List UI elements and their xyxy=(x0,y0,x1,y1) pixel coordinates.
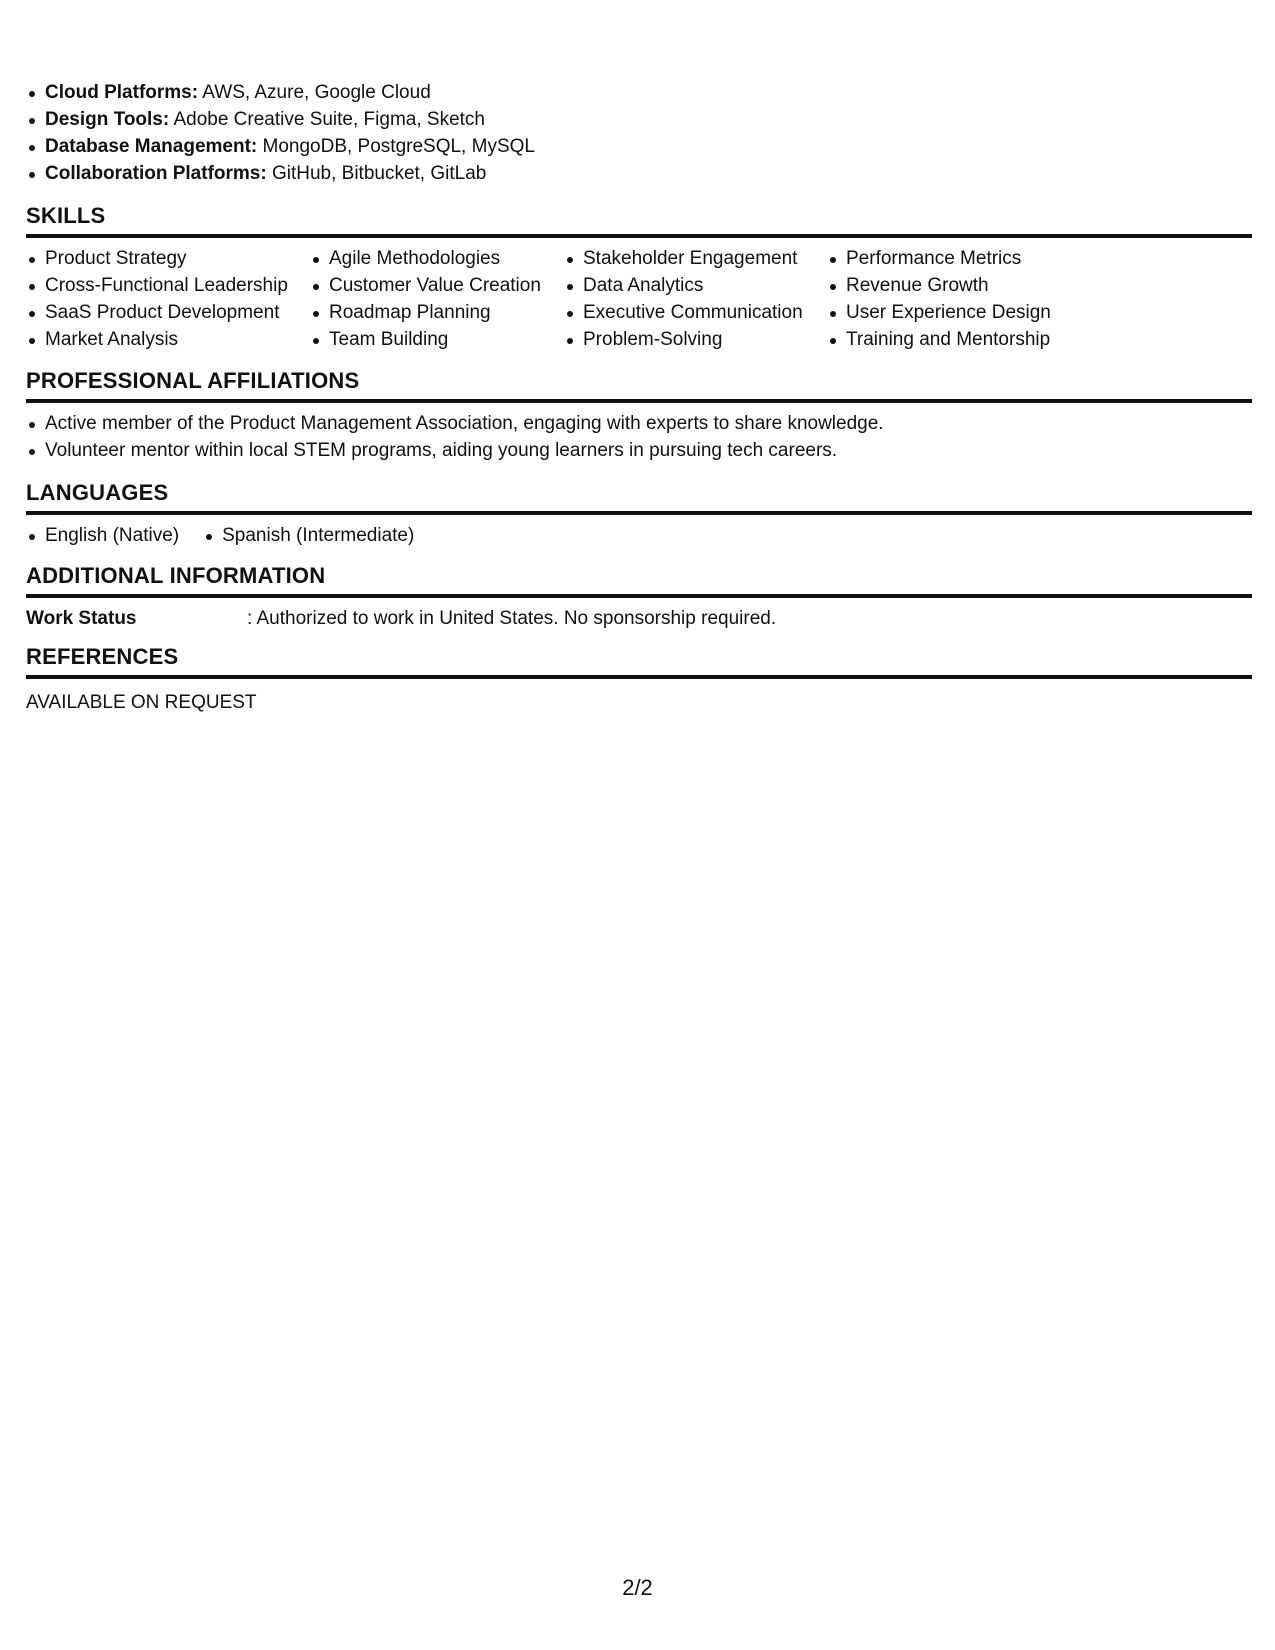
tool-item xyxy=(26,133,535,160)
language-item: Spanish (Intermediate) xyxy=(203,522,414,549)
skill-item: Data Analytics xyxy=(564,272,827,299)
skill-item: Training and Mentorship xyxy=(827,326,1067,353)
skill-item: Revenue Growth xyxy=(827,272,1067,299)
skill-item: Performance Metrics xyxy=(827,245,1067,272)
languages-list xyxy=(26,522,438,549)
skill-item: Roadmap Planning xyxy=(310,299,564,326)
references-heading: REFERENCES xyxy=(26,644,1252,679)
tool-label: Collaboration Platforms: xyxy=(45,163,267,184)
tool-item xyxy=(26,79,535,106)
language-item: English (Native) xyxy=(26,522,179,549)
skill-item: Team Building xyxy=(310,326,564,353)
tool-label: Database Management: xyxy=(45,136,258,157)
work-status-value: : Authorized to work in United States. No sponsorship required. xyxy=(247,608,777,629)
languages-heading: LANGUAGES xyxy=(26,480,1252,515)
tool-value: MongoDB, PostgreSQL, MySQL xyxy=(257,136,535,157)
tool-value: AWS, Azure, Google Cloud xyxy=(198,82,431,103)
skills-heading: SKILLS xyxy=(26,203,1252,238)
tool-item xyxy=(26,160,535,187)
skill-item: Executive Communication xyxy=(564,299,827,326)
work-status-label: Work Status xyxy=(26,608,137,629)
skills-column xyxy=(564,245,827,353)
references-text: AVAILABLE ON REQUEST xyxy=(26,692,257,713)
skills-column xyxy=(310,245,564,353)
skill-item: Stakeholder Engagement xyxy=(564,245,827,272)
skill-item: Product Strategy xyxy=(26,245,310,272)
additional-info-heading: ADDITIONAL INFORMATION xyxy=(26,563,1252,598)
skills-column xyxy=(827,245,1067,353)
tool-item xyxy=(26,106,535,133)
affiliation-item: Active member of the Product Management Association, engaging with experts to share knowledge. xyxy=(26,410,884,437)
tool-label: Cloud Platforms: xyxy=(45,82,199,103)
tools-list xyxy=(26,79,535,187)
skills-column xyxy=(26,245,310,353)
skill-item: Agile Methodologies xyxy=(310,245,564,272)
tool-label: Design Tools: xyxy=(45,109,170,130)
tool-value: GitHub, Bitbucket, GitLab xyxy=(266,163,487,184)
affiliation-item: Volunteer mentor within local STEM programs, aiding young learners in pursuing tech careers. xyxy=(26,437,884,464)
affiliations-list xyxy=(26,410,884,464)
skills-grid xyxy=(26,245,1067,353)
affiliations-heading: PROFESSIONAL AFFILIATIONS xyxy=(26,368,1252,403)
tool-value: Adobe Creative Suite, Figma, Sketch xyxy=(169,109,485,130)
skill-item: Customer Value Creation xyxy=(310,272,564,299)
skill-item: Market Analysis xyxy=(26,326,310,353)
skill-item: User Experience Design xyxy=(827,299,1067,326)
skill-item: SaaS Product Development xyxy=(26,299,310,326)
skill-item: Problem-Solving xyxy=(564,326,827,353)
page-number: 2/2 xyxy=(622,1575,653,1600)
skill-item: Cross-Functional Leadership xyxy=(26,272,310,299)
